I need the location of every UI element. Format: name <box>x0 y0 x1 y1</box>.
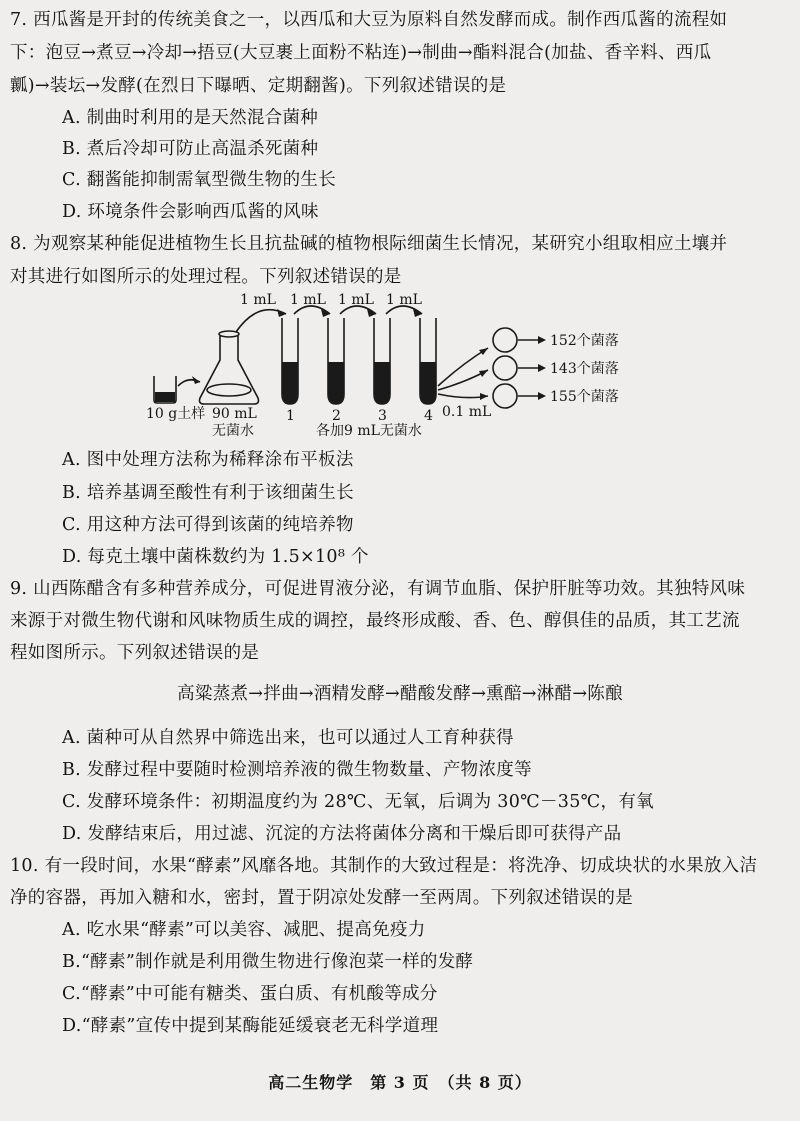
transfer-label-2: 1 mL <box>290 292 326 308</box>
q9-option-c: C. 发酵环境条件：初期温度约为 28℃、无氧，后调为 30℃－35℃，有氧 <box>62 792 654 812</box>
flask-water-label: 无菌水 <box>212 423 254 438</box>
q9-stem-line-3: 程如图所示。下列叙述错误的是 <box>10 643 260 663</box>
q7-option-b: B. 煮后冷却可防止高温杀死菌种 <box>62 139 319 159</box>
test-tube-3-icon <box>374 318 390 404</box>
colony-count-2: 143个菌落 <box>550 361 619 377</box>
q8-option-a: A. 图中处理方法称为稀释涂布平板法 <box>62 450 354 470</box>
transfer-label-4: 1 mL <box>386 292 422 308</box>
page-footer: 高二生物学 第 3 页 （共 8 页） <box>268 1073 532 1092</box>
q8-option-c: C. 用这种方法可得到该菌的纯培养物 <box>62 515 354 535</box>
erlenmeyer-flask-icon <box>200 331 259 404</box>
q9-option-a: A. 菌种可从自然界中筛选出来，也可以通过人工育种获得 <box>62 728 514 748</box>
q8-option-d: D. 每克土壤中菌株数约为 1.5×10⁸ 个 <box>62 547 369 567</box>
test-tube-4-icon <box>420 318 436 404</box>
q7-option-a: A. 制曲时利用的是天然混合菌种 <box>62 108 319 128</box>
plating-volume-label: 0.1 mL <box>442 404 492 420</box>
petri-plate-1-icon <box>493 328 517 352</box>
tube-number-3: 3 <box>378 408 387 424</box>
test-tube-2-icon <box>328 318 344 404</box>
q8-option-b: B. 培养基调至酸性有利于该细菌生长 <box>62 483 354 503</box>
tubes-water-label: 各加9 mL无菌水 <box>316 423 422 438</box>
plating-arrow-1 <box>438 348 488 386</box>
petri-plate-2-icon <box>493 356 517 380</box>
q7-stem-line-1: 7. 西瓜酱是开封的传统美食之一，以西瓜和大豆为原料自然发酵而成。制作西瓜酱的流程如 <box>10 10 728 30</box>
serial-dilution-figure <box>140 290 620 438</box>
tube-number-1: 1 <box>286 408 295 424</box>
q9-stem-line-1: 9. 山西陈醋含有多种营养成分，可促进胃液分泌，有调节血脂、保护肝脏等功效。其独特风味 <box>10 579 746 599</box>
q10-option-c: C.“酵素”中可能有糖类、蛋白质、有机酸等成分 <box>62 984 438 1004</box>
q10-option-b: B.“酵素”制作就是利用微生物进行像泡菜一样的发酵 <box>62 952 474 972</box>
q7-option-d: D. 环境条件会影响西瓜酱的风味 <box>62 202 319 222</box>
q10-option-d: D.“酵素”宣传中提到某酶能延缓衰老无科学道理 <box>62 1016 439 1036</box>
soil-beaker-icon <box>154 376 176 403</box>
vinegar-process-flow: 高粱蒸煮→拌曲→酒精发酵→醋酸发酵→熏醅→淋醋→陈酿 <box>177 684 623 704</box>
colony-count-3: 155个菌落 <box>550 389 619 405</box>
q9-option-d: D. 发酵结束后，用过滤、沉淀的方法将菌体分离和干燥后即可获得产品 <box>62 824 622 844</box>
q7-stem-line-3: 瓤)→装坛→发酵(在烈日下曝晒、定期翻酱)。下列叙述错误的是 <box>10 76 507 96</box>
q7-stem-line-2: 下：泡豆→煮豆→冷却→捂豆(大豆裹上面粉不粘连)→制曲→酯料混合(加盐、香辛料、西瓜 <box>10 43 712 63</box>
q10-stem-line-1: 10. 有一段时间，水果“酵素”风靡各地。其制作的大致过程是：将洗净、切成块状的水果放入洁 <box>10 856 758 876</box>
petri-plate-3-icon <box>493 384 517 408</box>
q9-stem-line-2: 来源于对微生物代谢和风味物质生成的调控，最终形成酸、香、色、醇俱佳的品质，其工艺流 <box>10 611 740 631</box>
colony-count-1: 152个菌落 <box>550 333 619 349</box>
tube-number-2: 2 <box>332 408 341 424</box>
q7-option-c: C. 翻酱能抑制需氧型微生物的生长 <box>62 170 336 190</box>
test-tube-1-icon <box>282 318 298 404</box>
flask-volume-label: 90 mL <box>212 406 257 422</box>
q8-stem-line-2: 对其进行如图所示的处理过程。下列叙述错误的是 <box>10 267 402 287</box>
tube-number-4: 4 <box>424 408 433 424</box>
transfer-label-3: 1 mL <box>338 292 374 308</box>
q9-option-b: B. 发酵过程中要随时检测培养液的微生物数量、产物浓度等 <box>62 760 532 780</box>
q10-stem-line-2: 净的容器，再加入糖和水，密封，置于阴凉处发酵一至两周。下列叙述错误的是 <box>10 888 633 908</box>
q8-stem-line-1: 8. 为观察某种能促进植物生长且抗盐碱的植物根际细菌生长情况，某研究小组取相应土壤并 <box>10 234 728 254</box>
q10-option-a: A. 吃水果“酵素”可以美容、减肥、提高免疫力 <box>62 920 426 940</box>
soil-sample-label: 10 g土样 <box>146 406 206 422</box>
transfer-label-1: 1 mL <box>240 292 276 308</box>
